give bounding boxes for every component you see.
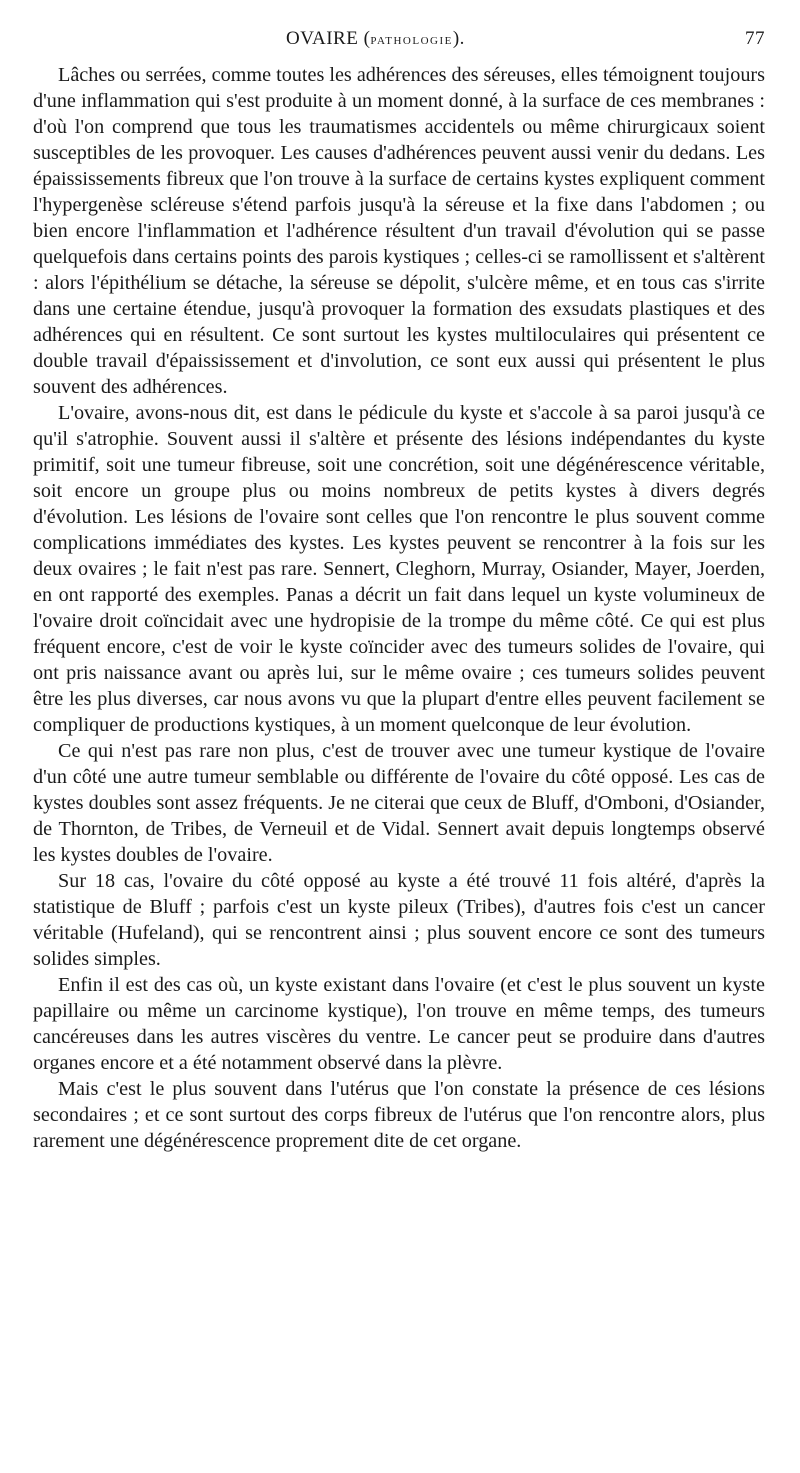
paragraph: Sur 18 cas, l'ovaire du côté opposé au kyste a été trouvé 11 fois altéré, d'après la statistique de Bluff ; parfois c'est un kyste pileux (Tribes), d'autres fois c'est un cancer véritable (Hufeland), qui se rencontrent ainsi ; plus souvent encore ce sont des tumeurs solides simples. <box>33 870 765 970</box>
paragraph: L'ovaire, avons-nous dit, est dans le pédicule du kyste et s'accole à sa paroi jusqu'à ce qu'il s'atrophie. Souvent aussi il s'altère et présente des lésions indépendantes du kyste primitif, soit une tumeur fibreuse, soit une concrétion, soit une dégénérescence véritable, soit encore un groupe plus ou moins nombreux de petits kystes à divers degrés d'évolution. Les lésions de l'ovaire sont celles que l'on rencontre le plus souvent comme complications immédiates des kystes. Les kystes peuvent se rencontrer à la fois sur les deux ovaires ; le fait n'est pas rare. Sennert, Cleghorn, Murray, Osiander, Mayer, Joerden, en ont rapporté des exemples. Panas a décrit un fait dans lequel un kyste volumineux de l'ovaire droit coïncidait avec une hydropisie de la trompe du même côté. Ce qui est plus fréquent encore, c'est de voir le kyste coïncider avec des tumeurs solides de l'ovaire, qui ont pris naissance avant ou après lui, sur le même ovaire ; ces tumeurs solides peuvent être les plus diverses, car nous avons vu que la plupart d'entre elles peuvent facilement se compliquer de productions kystiques, à un moment quelconque de leur évolution. <box>33 402 765 736</box>
document-page <box>33 28 765 1154</box>
paragraph: Mais c'est le plus souvent dans l'utérus que l'on constate la présence de ces lésions secondaires ; et ce sont surtout des corps fibreux de l'utérus que l'on rencontre alors, plus rarement une dégénérescence proprement dite de cet organe. <box>33 1078 765 1152</box>
paragraph: Lâches ou serrées, comme toutes les adhérences des séreuses, elles témoignent toujours d'une inflammation qui s'est produite à un moment donné, à la surface de ces membranes : d'où l'on comprend que tous les traumatismes accidentels ou même chirurgicaux soient susceptibles de les provoquer. Les causes d'adhérences peuvent aussi venir du dedans. Les épaississements fibreux que l'on trouve à la surface de certains kystes expliquent comment l'hypergenèse scléreuse s'étend parfois jusqu'à la séreuse et la fixe dans l'abdomen ; ou bien encore l'inflammation et l'adhérence résultent d'un travail d'évolution qui se passe quelquefois dans certains points des parois kystiques ; celles-ci se ramollissent et s'altèrent : alors l'épithélium se détache, la séreuse se dépolit, s'ulcère même, et en tous cas s'irrite dans une certaine étendue, jusqu'à provoquer la formation des exsudats plastiques et des adhérences qui en résultent. Ce sont surtout les kystes multiloculaires qui présentent ce double travail d'épaississement et d'involution, ce sont eux aussi qui présentent le plus souvent des adhérences. <box>33 64 765 398</box>
paragraph: Enfin il est des cas où, un kyste existant dans l'ovaire (et c'est le plus souvent un kyste papillaire ou même un carcinome kystique), l'on trouve en même temps, des tumeurs cancéreuses dans les autres viscères du ventre. Le cancer peut se produire dans d'autres organes encore et a été notamment observé dans la plèvre. <box>33 974 765 1074</box>
running-head <box>33 28 765 58</box>
running-title-main: OVAIRE <box>286 28 359 49</box>
page-number: 77 <box>745 28 765 49</box>
running-title-paren-close: ). <box>452 28 465 49</box>
body-text <box>33 62 765 1154</box>
running-title-section: pathologie <box>370 31 453 48</box>
paragraph: Ce qui n'est pas rare non plus, c'est de trouver avec une tumeur kystique de l'ovaire d'un côté une autre tumeur semblable ou différente de l'ovaire du côté opposé. Les cas de kystes doubles sont assez fréquents. Je ne citerai que ceux de Bluff, d'Omboni, d'Osiander, de Thornton, de Tribes, de Verneuil et de Vidal. Sennert avait depuis longtemps observé les kystes doubles de l'ovaire. <box>33 740 765 866</box>
running-title-paren-open: ( <box>358 28 371 49</box>
running-title <box>286 28 465 50</box>
